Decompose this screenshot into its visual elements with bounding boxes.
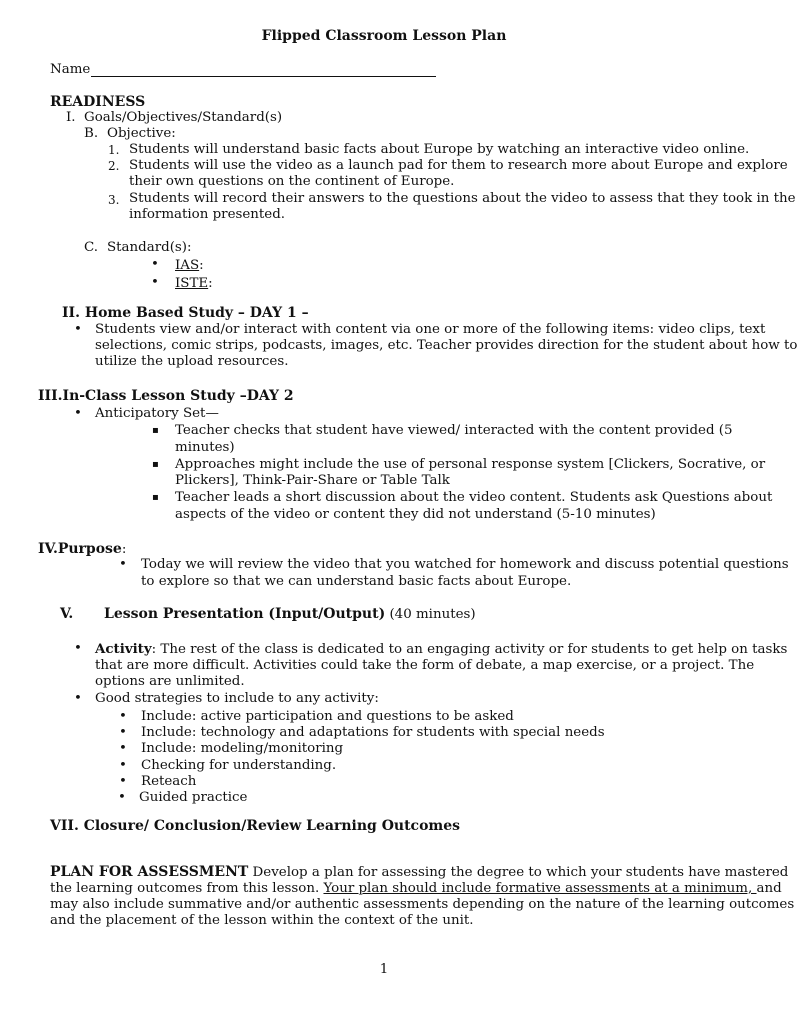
standard-suffix: : [208, 276, 213, 291]
objective-1-line-1: Students will understand basic facts about Europe by watching an interactive video online. [129, 142, 750, 157]
goals-label: Goals/Objectives/Standard(s) [84, 110, 283, 125]
strategy-item: Guided practice [139, 790, 248, 805]
in-class-item-1-line-1: Teacher checks that student have viewed/ interacted with the content provided (5 [175, 423, 733, 438]
bullet-icon: • [151, 275, 159, 290]
objective-2-line-1: Students will use the video as a launch pad for them to research more about Europe and explore [129, 158, 788, 173]
page-number: 1 [379, 962, 389, 977]
strategy-item: Include: modeling/monitoring [141, 741, 344, 756]
assessment-text-2-underlined: Your plan should include formative assessments at a minimum, [323, 881, 757, 896]
purpose-colon: : [121, 542, 127, 557]
in-class-item-2-line-1: Approaches might include the use of personal response system [Clickers, Socrative, or [175, 457, 766, 472]
home-study-line-1: Students view and/or interact with content via one or more of the following items: video clips, text [95, 322, 766, 337]
in-class-item-3-line-1: Teacher leads a short discussion about the video content. Students ask Questions about [175, 490, 773, 505]
home-study-line-2: selections, comic strips, podcasts, images, etc. Teacher provides direction for the student about how to [95, 338, 797, 353]
square-bullet-icon: ▪ [152, 459, 159, 470]
in-class-item-1-line-2: minutes) [175, 440, 235, 455]
bullet-icon: • [74, 406, 82, 421]
activity-line-3: options are unlimited. [95, 674, 245, 689]
purpose-heading [38, 541, 126, 558]
activity-line-2: that are more difficult. Activities could take the form of debate, a map exercise, or a project. The [95, 658, 755, 673]
assessment-text-1: Develop a plan for assessing the degree to which your students have mastered [248, 865, 789, 880]
objective-num-1: 1. [108, 143, 120, 157]
home-study-line-3: utilize the upload resources. [95, 354, 289, 369]
bullet-icon: • [74, 322, 82, 337]
standard-suffix: : [199, 258, 204, 273]
objective-3-line-1: Students will record their answers to the questions about the video to assess that they took in the [129, 191, 796, 206]
standard-item-iste [175, 276, 213, 292]
in-class-item-3-line-2: aspects of the video or content they did not understand (5-10 minutes) [175, 507, 656, 522]
purpose-heading-text: IV.Purpose [38, 541, 122, 557]
anticipatory-set-label: Anticipatory Set— [95, 406, 219, 421]
bullet-icon: • [119, 758, 127, 773]
standard-item-ias [175, 258, 204, 274]
square-bullet-icon: ▪ [152, 492, 159, 503]
page-title: Flipped Classroom Lesson Plan [261, 28, 507, 44]
home-study-heading: II. Home Based Study – DAY 1 – [62, 305, 309, 321]
strategy-item: Checking for understanding. [141, 758, 337, 773]
strategies-label: Good strategies to include to any activity: [95, 691, 379, 706]
assessment-text-2a: the learning outcomes from this lesson. [50, 881, 324, 896]
assessment-heading: PLAN FOR ASSESSMENT [50, 864, 249, 880]
in-class-item-2-line-2: Plickers], Think-Pair-Share or Table Talk [175, 473, 450, 488]
readiness-heading: READINESS [50, 94, 146, 110]
bullet-icon: • [74, 691, 82, 706]
presentation-heading-text: Lesson Presentation (Input/Output) [104, 606, 386, 622]
standards-label: Standard(s): [107, 240, 192, 255]
presentation-heading [104, 606, 476, 623]
square-bullet-icon: ▪ [152, 425, 159, 436]
name-blank-line[interactable] [91, 76, 436, 77]
standard-abbr: ISTE [175, 276, 209, 291]
purpose-line-2: to explore so that we can understand basic facts about Europe. [141, 574, 572, 589]
bullet-icon: • [119, 709, 127, 724]
name-label: Name [50, 62, 91, 77]
activity-line-1 [95, 641, 787, 658]
presentation-duration: (40 minutes) [385, 607, 476, 622]
in-class-heading: III.In-Class Lesson Study –DAY 2 [38, 388, 294, 404]
purpose-line-1: Today we will review the video that you watched for homework and discuss potential questions [141, 557, 789, 572]
strategy-item: Reteach [141, 774, 197, 789]
strategy-item: Include: active participation and questions to be asked [141, 709, 514, 724]
objective-num-2: 2. [108, 159, 120, 173]
objective-2-line-2: their own questions on the continent of Europe. [129, 174, 455, 189]
objective-num-3: 3. [108, 193, 120, 207]
assessment-line-2 [50, 881, 782, 897]
strategy-item: Include: technology and adaptations for students with special needs [141, 725, 605, 740]
activity-text: : The rest of the class is dedicated to an engaging activity or for students to get help on tasks [151, 642, 788, 657]
objective-3-line-2: information presented. [129, 207, 286, 222]
assessment-line-4: and the placement of the lesson within the context of the unit. [50, 913, 474, 928]
bullet-icon: • [119, 741, 127, 756]
bullet-icon: • [151, 257, 159, 272]
standards-marker: C. [84, 240, 99, 255]
bullet-icon: • [119, 557, 127, 572]
bullet-icon: • [74, 641, 82, 656]
assessment-line-3: may also include summative and/or authentic assessments depending on the nature of the learning outcomes [50, 897, 795, 912]
bullet-icon: • [119, 774, 127, 789]
standard-abbr: IAS [175, 258, 200, 273]
bullet-icon: • [118, 790, 126, 805]
objective-marker: B. [84, 126, 99, 141]
bullet-icon: • [119, 725, 127, 740]
assessment-text-2b: and [756, 881, 782, 896]
objective-label: Objective: [107, 126, 176, 141]
goals-marker: I. [66, 110, 76, 125]
activity-label: Activity [95, 641, 152, 657]
presentation-marker: V. [60, 606, 74, 622]
assessment-line-1 [50, 864, 788, 881]
closure-heading: VII. Closure/ Conclusion/Review Learning Outcomes [50, 818, 461, 834]
